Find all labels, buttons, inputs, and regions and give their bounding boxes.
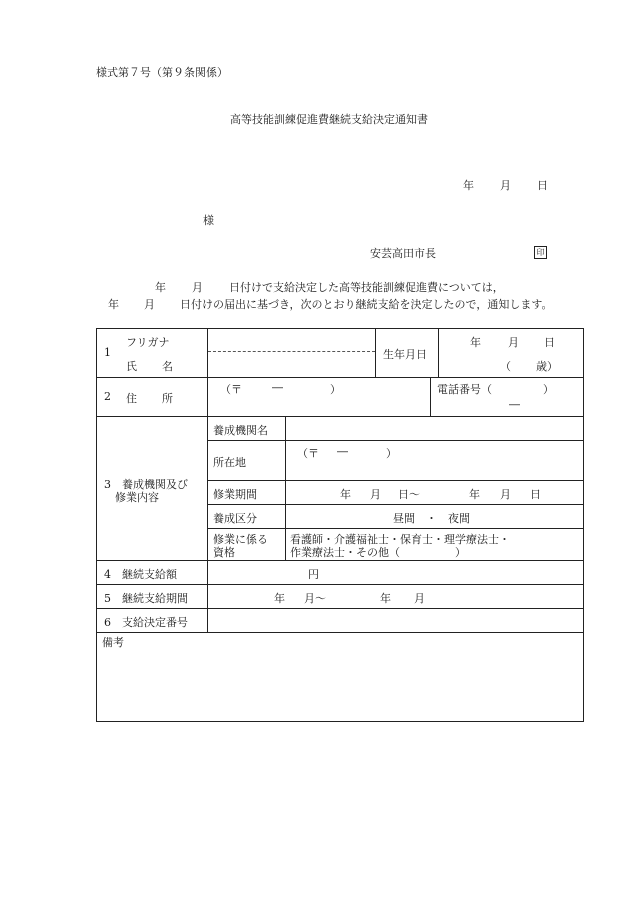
period-start-day: 日～ — [398, 488, 420, 501]
row1-number: 1 — [104, 346, 111, 359]
decision-number-field[interactable] — [208, 609, 583, 631]
location-label: 所在地 — [213, 456, 246, 469]
category-label: 養成区分 — [213, 512, 257, 525]
row6-label: 6 支給決定番号 — [104, 616, 188, 629]
period-end-month: 月 — [500, 488, 511, 501]
amount-unit: 円 — [308, 568, 319, 581]
period-label: 修業期間 — [213, 488, 257, 501]
remarks-field[interactable] — [97, 648, 583, 720]
dob-right-divider — [438, 328, 439, 377]
period-from-year: 年 — [274, 592, 285, 605]
phone-divider — [430, 377, 431, 416]
postal-dash: ― — [272, 381, 283, 394]
furigana-field[interactable] — [207, 333, 375, 350]
name-label-b: 名 — [162, 360, 173, 373]
date-year: 年 — [463, 179, 474, 192]
qualification-label-line2: 資格 — [213, 546, 235, 559]
qualification-options-line1[interactable]: 看護師・介護福祉士・保育士・理学療法士・ — [290, 533, 510, 546]
period-end-year: 年 — [469, 488, 480, 501]
form-number: 様式第７号（第９条関係） — [96, 66, 228, 79]
school-name-field[interactable] — [286, 417, 583, 440]
location-field[interactable] — [286, 441, 583, 479]
dob-day: 日 — [544, 336, 555, 349]
name-label-a: 氏 — [126, 360, 137, 373]
location-postal-open: （〒 — [297, 447, 319, 460]
intro-line2-year: 年 — [108, 298, 119, 311]
address-label-a: 住 — [126, 392, 137, 405]
row2-number: 2 — [104, 390, 111, 403]
intro-line1-year: 年 — [155, 281, 166, 294]
category-options[interactable]: 昼間 ・ 夜間 — [393, 512, 470, 525]
date-month: 月 — [500, 179, 511, 192]
phone-label: 電話番号（ — [437, 383, 492, 396]
period-start-month: 月 — [370, 488, 381, 501]
school-name-label: 養成機関名 — [213, 424, 268, 437]
phone-dash: ― — [509, 398, 520, 411]
age-close: 歳） — [536, 360, 558, 373]
amount-field[interactable] — [208, 561, 583, 583]
dob-label: 生年月日 — [383, 348, 427, 361]
row3-label-line1: 3 養成機関及び — [104, 478, 188, 491]
intro-line2-text: 日付けの届出に基づき，次のとおり継続支給を決定したので，通知します。 — [180, 298, 553, 311]
row5-label: 5 継続支給期間 — [104, 592, 188, 605]
table-border-right — [583, 328, 584, 722]
period-from-month: 月～ — [304, 592, 326, 605]
postal-close: ） — [330, 383, 341, 396]
qualification-options-line2[interactable]: 作業療法士・その他（ ） — [290, 546, 466, 559]
location-postal-dash: ― — [337, 445, 348, 458]
issuer-name: 安芸高田市長 — [370, 247, 436, 260]
dob-left-divider — [375, 328, 376, 377]
remarks-label: 備考 — [102, 636, 124, 649]
date-day: 日 — [537, 179, 548, 192]
name-field[interactable] — [207, 353, 375, 376]
phone-close: ） — [543, 383, 554, 396]
period-end-day: 日 — [530, 488, 541, 501]
furigana-dashed-line — [208, 351, 375, 352]
document-title: 高等技能訓練促進費継続支給決定通知書 — [230, 113, 428, 126]
furigana-label: フリガナ — [126, 336, 170, 349]
qualification-label-line1: 修業に係る — [213, 533, 268, 546]
addressee-suffix: 様 — [203, 214, 214, 227]
address-field[interactable] — [207, 378, 430, 415]
age-open: （ — [500, 360, 511, 373]
period-start-year: 年 — [340, 488, 351, 501]
row4-label: 4 継続支給額 — [104, 568, 177, 581]
subrow-divider-4 — [207, 528, 584, 529]
address-label-b: 所 — [162, 392, 173, 405]
subrow-divider-2 — [207, 480, 584, 481]
postal-open: （〒 — [220, 383, 242, 396]
period-to-year: 年 — [380, 592, 391, 605]
row3-label-line2: 修業内容 — [115, 491, 159, 504]
dob-month: 月 — [508, 336, 519, 349]
subrow-divider-3 — [207, 504, 584, 505]
intro-line1-text: 日付けで支給決定した高等技能訓練促進費については， — [229, 281, 504, 294]
seal-mark: 印 — [534, 246, 547, 259]
dob-year: 年 — [470, 336, 481, 349]
table-border-bottom — [96, 721, 584, 722]
row-divider-4 — [96, 584, 584, 585]
table-border-top — [96, 328, 584, 329]
location-postal-close: ） — [386, 447, 397, 460]
intro-line1-month: 月 — [192, 281, 203, 294]
row-divider-6 — [96, 632, 584, 633]
intro-line2-month: 月 — [144, 298, 155, 311]
period-to-month: 月 — [414, 592, 425, 605]
